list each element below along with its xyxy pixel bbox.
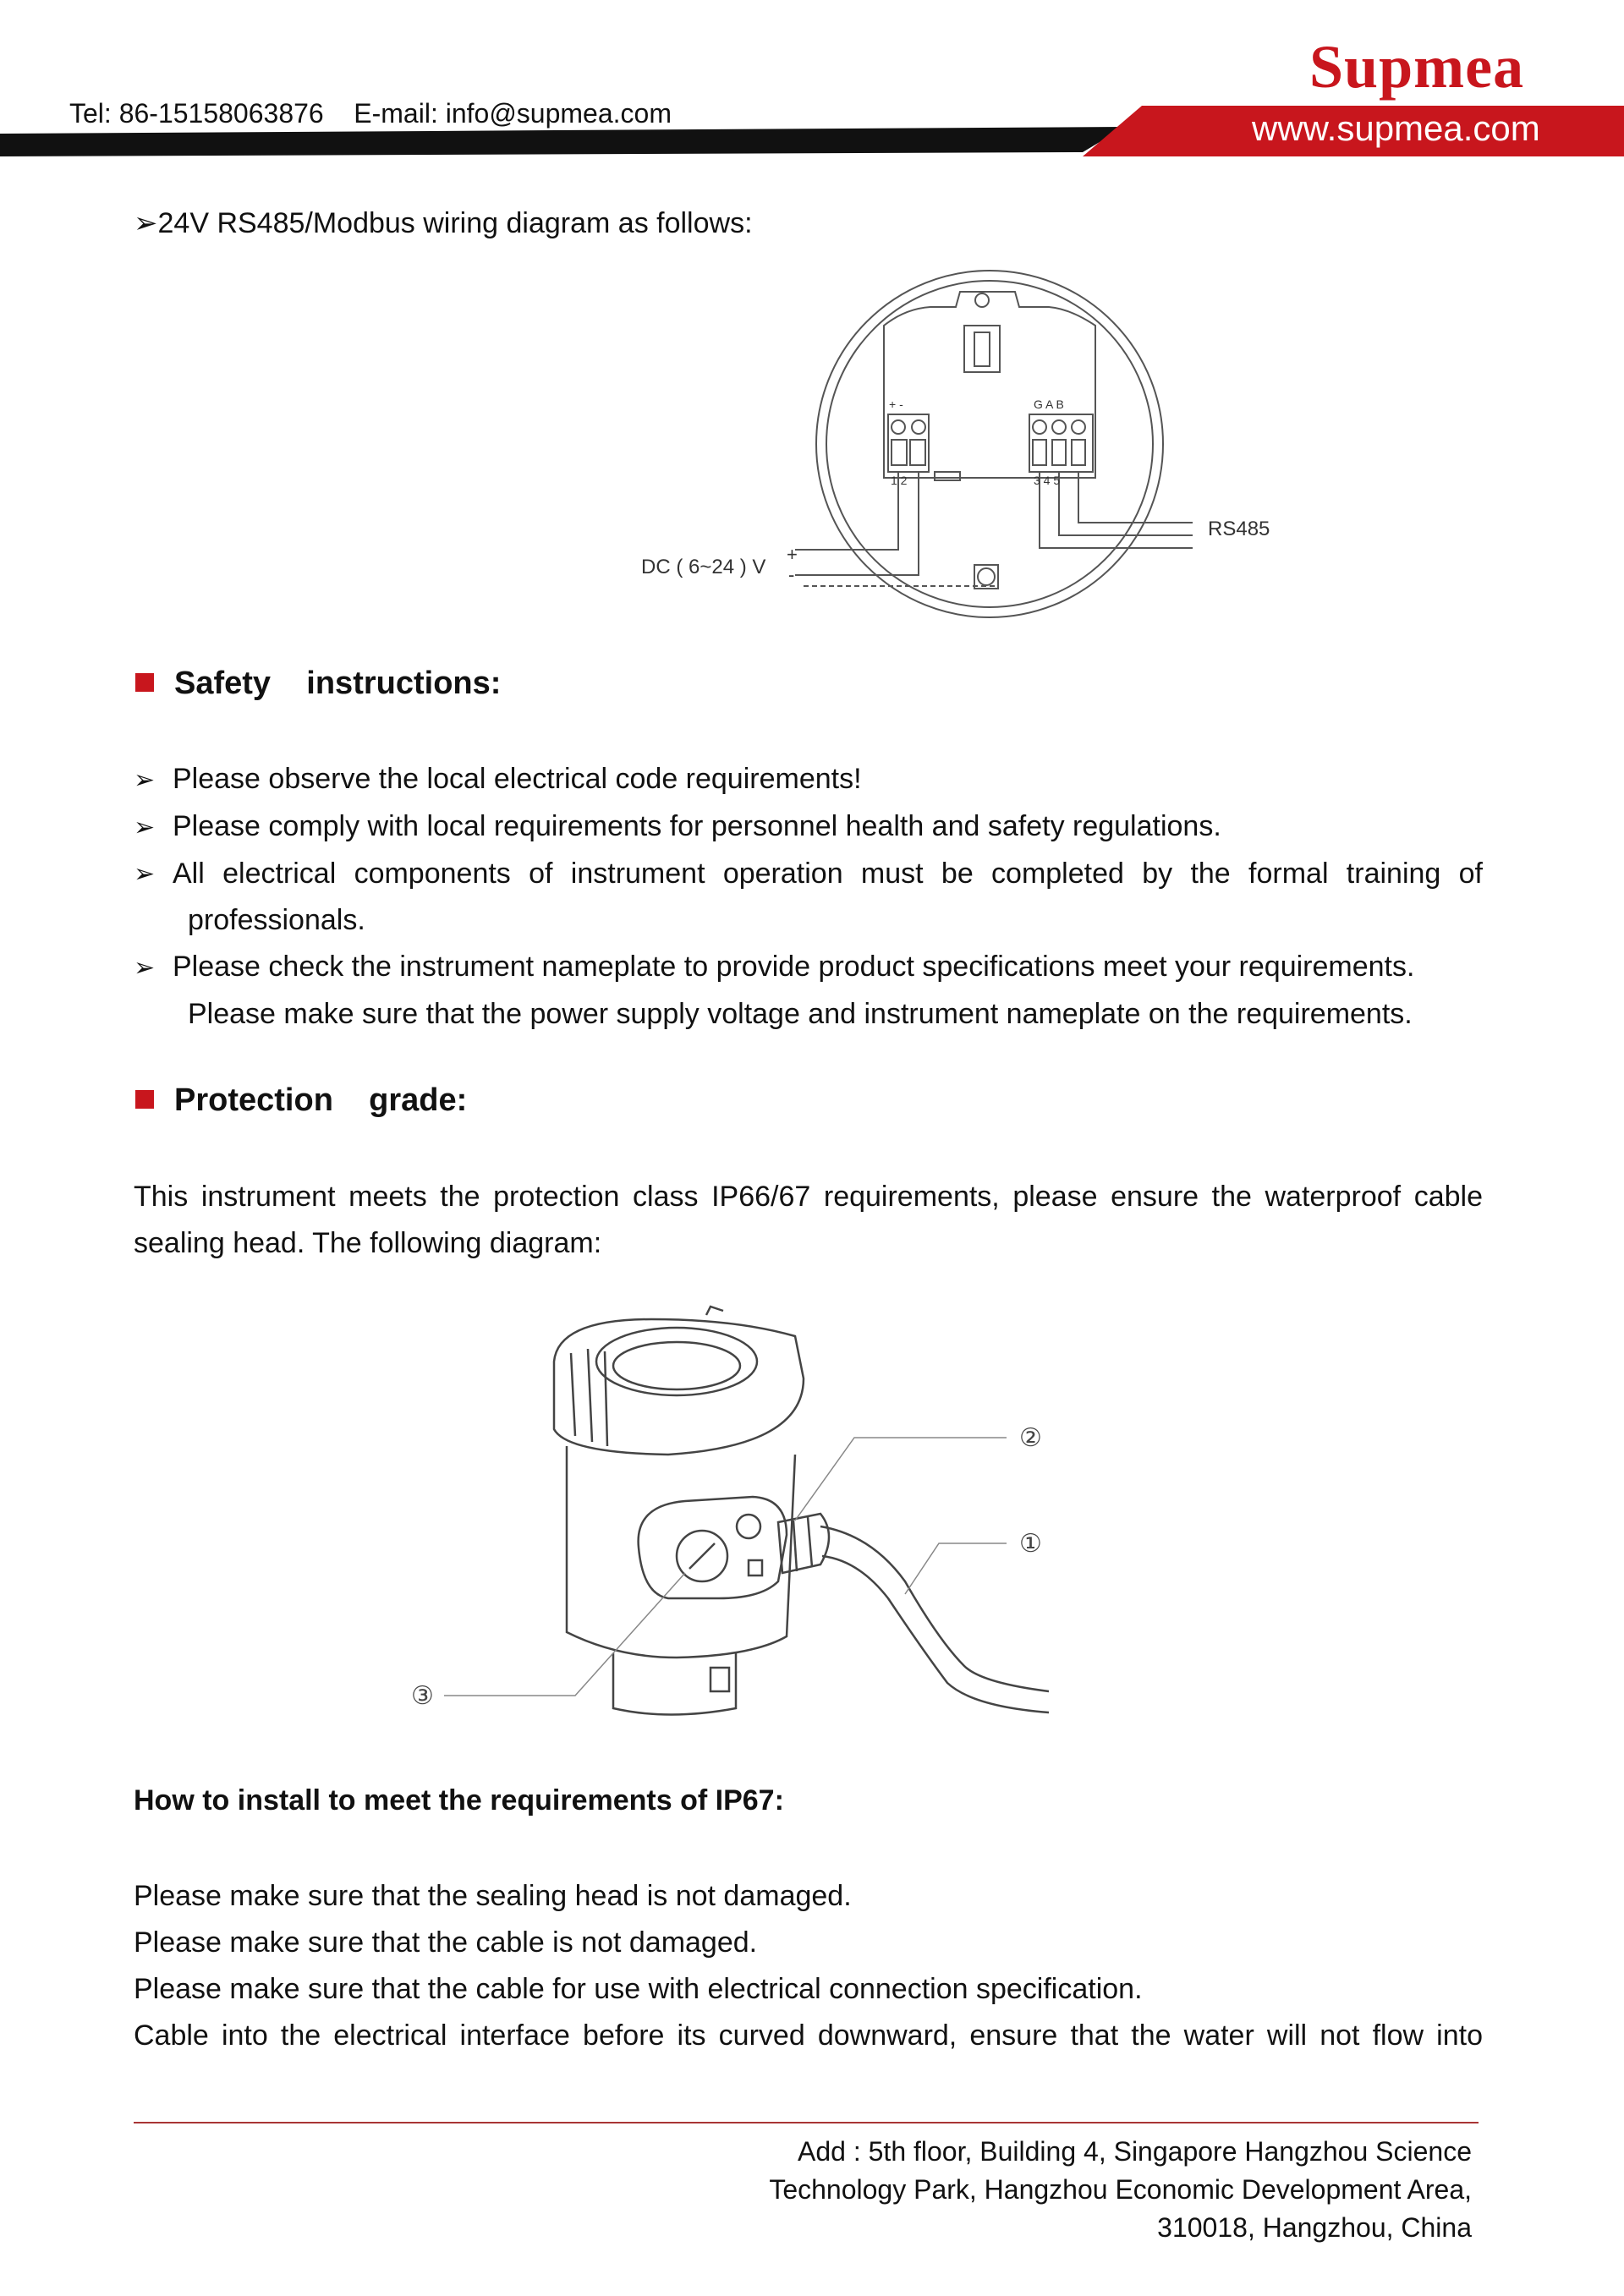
callout-leader-2 <box>795 1438 1007 1521</box>
arrow-bullet-icon: ➢ <box>134 860 156 888</box>
right-terminal-numbers: 3 4 5 <box>1034 474 1061 487</box>
right-terminal-letters: G A B <box>1034 397 1064 411</box>
wire-negative <box>795 472 919 575</box>
arrow-bullet-icon: ➢ <box>134 954 156 982</box>
header-contact: Tel: 86-15158063876 E-mail: info@supmea.com <box>69 98 672 129</box>
protection-heading <box>135 1082 467 1119</box>
safety-list <box>134 756 1483 1038</box>
footer-address-line: Add : 5th floor, Building 4, Singapore Hangzhou Science <box>798 2136 1472 2167</box>
wire-b <box>1078 472 1193 523</box>
brand-logo: Supmea <box>1309 33 1525 101</box>
dc-voltage-label: DC ( 6~24 ) V <box>641 556 766 578</box>
minus-sign: - <box>788 564 795 585</box>
terminal-board-outline <box>884 292 1095 478</box>
terminal-block-power <box>888 414 929 472</box>
ip67-line: Please make sure that the sealing head is not damaged. <box>134 1880 852 1912</box>
callout-leader-3 <box>444 1573 685 1696</box>
header-black-stripe <box>0 127 1125 156</box>
footer-divider <box>134 2122 1479 2123</box>
ip67-line: Please make sure that the cable for use with electrical connection specification. <box>134 1973 1143 2005</box>
footer-address <box>769 2133 1472 2247</box>
footer-address-line: Technology Park, Hangzhou Economic Development Area, <box>769 2174 1472 2205</box>
rs485-label: RS485 <box>1208 518 1270 540</box>
callout-2: ② <box>1019 1424 1042 1452</box>
wire-positive <box>795 472 898 550</box>
list-item: ➢ Please observe the local electrical code requirements! <box>134 756 1483 803</box>
ip67-line: Cable into the electrical interface before its curved downward, ensure that the water will not flow into <box>134 2019 1483 2052</box>
safety-heading <box>135 666 501 702</box>
housing-neck <box>613 1653 736 1715</box>
safety-heading-text: Safety instructions: <box>174 666 502 701</box>
protection-heading-text: Protection grade: <box>174 1082 468 1118</box>
list-item: ➢ Please check the instrument nameplate to provide product specifications meet your requirements. <box>134 944 1483 991</box>
callout-leader-1 <box>905 1543 1007 1594</box>
list-item-continuation: Please make sure that the power supply voltage and instrument nameplate on the requirements. <box>188 998 1413 1030</box>
wire-g <box>1040 472 1193 548</box>
square-bullet-icon <box>135 673 154 692</box>
protection-paragraph: This instrument meets the protection class IP66/67 requirements, please ensure the waterproof cable sealing head. The following diagram: <box>134 1181 1483 1259</box>
arrow-bullet-icon: ➢ <box>134 814 156 841</box>
square-bullet-icon <box>135 1090 154 1109</box>
housing-body <box>567 1446 795 1658</box>
plus-sign: + <box>787 544 798 565</box>
footer-address-line: 310018, Hangzhou, China <box>1157 2212 1472 2243</box>
callout-3: ③ <box>411 1682 434 1710</box>
wiring-diagram <box>626 266 1286 622</box>
callout-1: ① <box>1019 1530 1042 1558</box>
housing-inner-circle <box>826 281 1153 607</box>
header-website: www.supmea.com <box>1252 108 1540 148</box>
arrow-bullet-icon: ➢ <box>134 766 156 794</box>
left-terminal-numbers: 1 2 <box>891 474 908 487</box>
cap-window <box>596 1328 757 1395</box>
wiring-intro-text: 24V RS485/Modbus wiring diagram as follows: <box>157 207 753 239</box>
ip67-lines <box>134 1873 1483 2059</box>
list-item: ➢ All electrical components of instrument operation must be completed by the formal training of <box>134 851 1483 897</box>
protection-diagram <box>398 1302 1074 1725</box>
arrow-bullet-icon: ➢ <box>134 207 158 239</box>
list-item: ➢ Please comply with local requirements for personnel health and safety regulations. <box>134 803 1483 851</box>
list-item-continuation: professionals. <box>188 904 365 936</box>
side-plate <box>639 1497 787 1598</box>
wiring-intro <box>134 200 753 247</box>
ip67-heading: How to install to meet the requirements of IP67: <box>134 1784 784 1817</box>
left-terminal-signs: + - <box>889 397 903 411</box>
ip67-line: Please make sure that the cable is not damaged. <box>134 1926 758 1959</box>
